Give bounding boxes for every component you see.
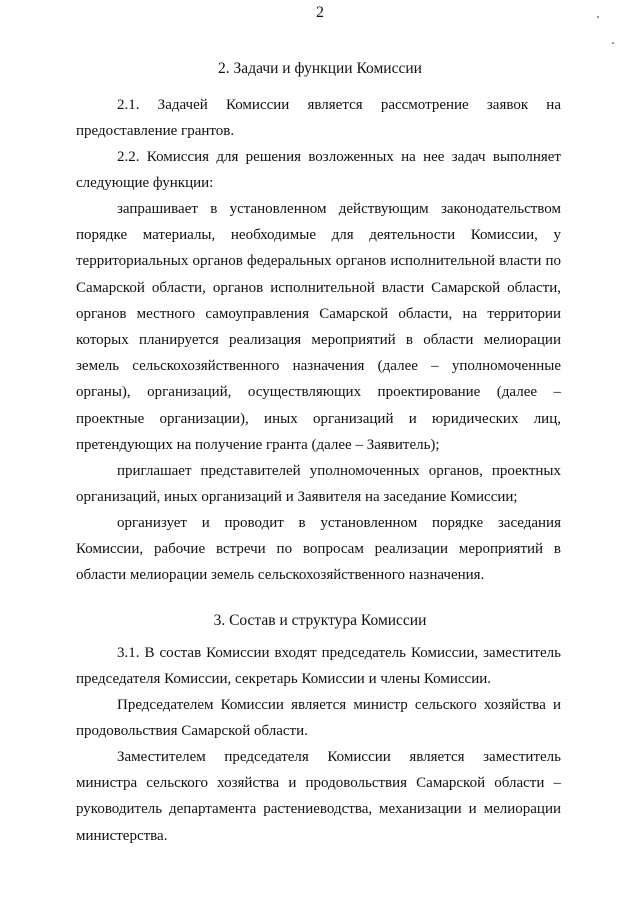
function-invite-representatives: приглашает представителей уполномоченных органов, проектных организаций, иных организаций и Заявителя на заседание Комиссии; bbox=[76, 463, 561, 506]
scan-speck bbox=[597, 16, 599, 18]
section-3-heading: 3. Состав и структура Комиссии bbox=[213, 612, 427, 629]
paragraph-deputy-chairman: Заместителем председателя Комиссии является заместитель министра сельского хозяйства и продовольствия Самарской области – руководитель департамента растениеводства, механизации и мелиорации министерства. bbox=[76, 749, 561, 844]
function-request-materials: запрашивает в установленном действующим законодательством порядке материалы, необходимые для деятельности Комиссии, у территориальных органов федеральных органов исполнительной власти по Самарской области, органов исполнительной власти Самарской области, органов местного самоуправления Самарской области, на территории которых планируется реализация мероприятий в области мелиорации земель сельскохозяйственного назначения (далее – уполномоченные органы), организаций, осуществляющих проектирование (далее – проектные организации), иных организаций и юридических лиц, претендующих на получение гранта (далее – Заявитель); bbox=[76, 201, 561, 453]
function-organize-meetings: организует и проводит в установленном порядке заседания Комиссии, рабочие встречи по вопросам реализации мероприятий в области мелиорации земель сельскохозяйственного назначения. bbox=[76, 515, 561, 584]
scan-speck bbox=[612, 42, 614, 44]
section-2-heading: 2. Задачи и функции Комиссии bbox=[218, 60, 422, 77]
page-number: 2 bbox=[316, 4, 324, 21]
paragraph-2-1: 2.1. Задачей Комиссии является рассмотрение заявок на предоставление грантов. bbox=[76, 97, 561, 140]
paragraph-2-2: 2.2. Комиссия для решения возложенных на нее задач выполняет следующие функции: bbox=[76, 149, 561, 192]
paragraph-3-1: 3.1. В состав Комиссии входят председатель Комиссии, заместитель председателя Комиссии, секретарь Комиссии и члены Комиссии. bbox=[76, 645, 561, 688]
paragraph-chairman: Председателем Комиссии является министр сельского хозяйства и продовольствия Самарской области. bbox=[76, 697, 561, 740]
